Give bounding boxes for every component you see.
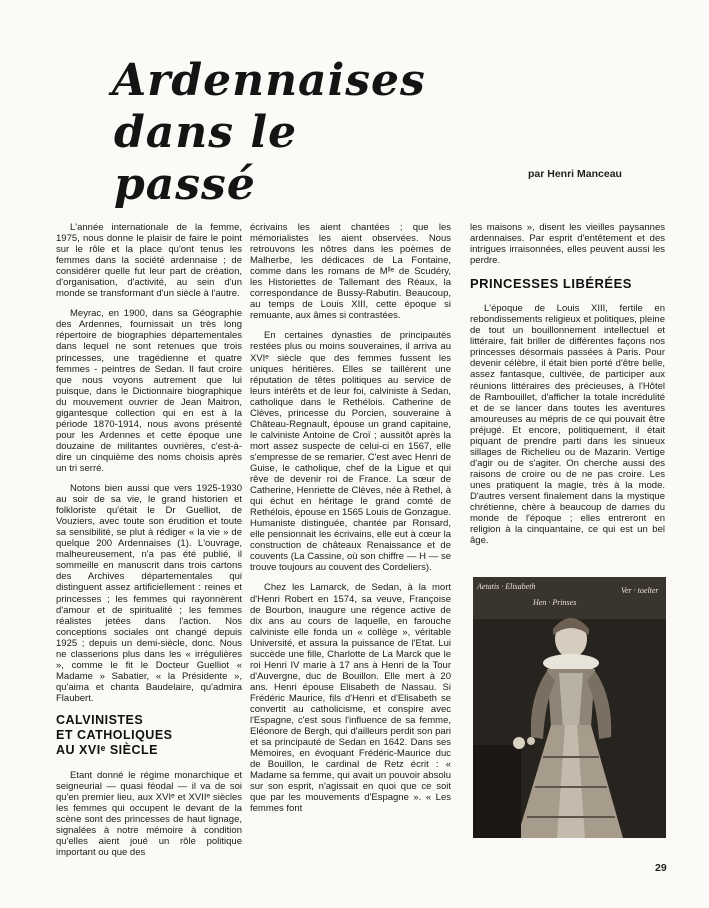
byline: par Henri Manceau bbox=[528, 168, 622, 180]
paragraph: L'année internationale de la femme, 1975, nous donne le plaisir de faire le point sur le rôle et la place qu'ont tenus les femmes dans la société ardennaise ; de considérer quelle fut leur part de création, d'organisation, d'activité, au sein d'un monde se transformant d'un siècle à l'autre. bbox=[56, 222, 242, 300]
column-1 bbox=[56, 222, 242, 867]
paragraph: écrivains les aient chantées ; que les mémorialistes les aient observées. Nous retrouvons les nôtres dans les poèmes de Malherbe, les dédicaces de La Fontaine, comme dans les romans de Mˡˡᵉ de Scudéry, les Historiettes de Tallemant des Réaux, la correspondance de Bussy-Rabutin. Beaucoup, au temps de Louis XIII, cette époque si remuante, aux âmes si contrastées. bbox=[250, 222, 451, 322]
page-number: 29 bbox=[655, 862, 667, 874]
portrait-inscription-left: Aetatis · Elisabeth bbox=[477, 582, 536, 591]
paragraph: Notons bien aussi que vers 1925-1930 au soir de sa vie, le grand historien et folkloriste qu'était le Dr Guelliot, de Vouziers, avec toute son érudition et toute sa sensibilité, se plut à rédiger « la vie » de quelque 200 Ardennaises (1). L'ouvrage, malheureusement, n'a pas été publié, il sommeille en manuscrit dans trois cartons des Archives départementales qui distinguent assez artificiellement : reines et princesses ; les femmes qui rayonnèrent d'amour et de spiritualité ; les femmes réalistes jetées dans l'action. Nos conceptions sociales ont changé depuis 1925 ; depuis un demi-siècle, donc. Nous ne classerions plus dans les « irrégulières », comme le fit le Docteur Guelliot « Madame » Sabatier, « la Présidente », qu'aima et chanta Baudelaire, qu'admira Flaubert. bbox=[56, 483, 242, 704]
paragraph: les maisons », disent les vieilles paysannes ardennaises. Par esprit d'entêtement et des intrigues irraisonnées, elles peuvent aussi les perdre. bbox=[470, 222, 665, 267]
paragraph: Etant donné le régime monarchique et seigneurial — quasi féodal — il va de soi qu'en premier lieu, aux XVIᵉ et XVIIᵉ siècles les femmes qui occupent le devant de la scène sont des princesses de haut lignage, signalées à notre mémoire à condition qu'elles aient joué un rôle politique important ou que des bbox=[56, 769, 242, 859]
portrait-image bbox=[473, 577, 666, 838]
title-line-1: Ardennaises bbox=[112, 55, 426, 106]
section-heading-princesses: PRINCESSES LIBÉRÉES bbox=[470, 276, 632, 292]
title-line-2: dans le passé bbox=[114, 107, 298, 210]
paragraph: Chez les Lamarck, de Sedan, à la mort d'Henri Robert en 1574, sa veuve, Françoise de Bourbon, inaugure une régence active de dix ans au cours de laquelle, en farouche calviniste elle fonda un « collège », véritable Université, et assura la puissance de l'Etat. Lui succède une fille, Charlotte de La Marck que le roi Henri IV marie à 17 ans à Henri de la Tour d'Auvergne, duc de Bouillon. Elle mert à 20 ans. Henri épouse Elisabeth de Nassau. Si Frédéric Maurice, fils d'Henri et d'Elisabeth se convertit au catholicisme, et conspire avec l'Espagne, c'est sous l'influence de sa femme, Eléonore de Bergh, qui d'ailleurs perdit son pari et sa principauté de Sedan en 1642. Dans ses Mémoires, en évoquant Frédéric-Maurice duc de Bouillon, le cardinal de Retz écrit : « Madame sa femme, qui avait un pouvoir absolu sur son esprit, n'agissait en quoi que ce soit que par les mouvements d'Espagne ». « Les femmes font bbox=[250, 582, 451, 815]
column-2 bbox=[250, 222, 451, 823]
column-3 bbox=[470, 222, 665, 555]
paragraph: Meyrac, en 1900, dans sa Géographie des Ardennes, fournissait un très long répertoire de biographies départementales dans lequel ne sont retenues que trois princesses, une tragédienne et quatre femmes - peintres de Sedan. Il faut croire que nous voyons autrement que lui puisque, dans le Dictionnaire biographique du mouvement ouvrier de Jean Maitron, gigantesque collection qui en est à la période 1870-1914, nous avons présenté pour les Ardennes et cette époque une douzaine de militantes ouvrières, c'est-à-dire un cinquième des noms choisis après un tri serré. bbox=[56, 308, 242, 474]
portrait-inscription-right: Ver · toelter bbox=[621, 586, 659, 595]
portrait-inscription-mid: Hen · Prinses bbox=[533, 598, 577, 607]
article-title bbox=[112, 55, 442, 210]
paragraph: En certaines dynasties de principautés restées plus ou moins souveraines, il arriva au XVIᵉ siècle que des femmes fussent les uniques héritières. Elles se taillèrent une réputation de têtes politiques au service de leurs intérêts et de leur foi, calviniste à Sedan, catholique dans le Rethélois. Catherine de Clèves, princesse du Porcien, souveraine à Château-Regnault, épouse un grand capitaine, le calviniste Antoine de Croï ; aussitôt après la mort assez suspecte de celui-ci en 1567, elle s'empresse de se remarier. C'est avec Henri de Guise, le catholique, chef de la Ligue et qui rêve de devenir roi de France. La sœur de Catherine, Henriette de Clèves, née à Rethel, à qui échut en héritage le grand comté de Rethélois, épouse en 1565 Louis de Gonzague. Humaniste distinguée, chantée par Ronsard, elle pensionnait les écrivains, elle eut à cœur la construction de châteaux Renaissance et de couvents (La Cassine, où son chiffre — H — se trouve toujours au couvent des Cordeliers). bbox=[250, 330, 451, 574]
paragraph: L'époque de Louis XIII, fertile en rebondissements religieux et politiques, pleine de tout un bouillonnement intellectuel et littéraire, fait briller de différentes façons nos princesses désormais passées à Paris. Pour devenir célèbre, il était bien porté d'être belle, assez fantasque, cultivée, de participer aux réunions littéraires des précieuses, à l'Hôtel de Rambouillet, d'afficher la totale incrédulité et de se lancer dans toutes les aventures amoureuses au mépris de ce qui pouvait être préjugé. Et encore, politiquement, il était piquant de prendre parti dans les sinueux sillages de Richelieu ou de Mazarin. Vertige d'agir ou de s'agiter. On cherche aussi des raisons de croire ou de ne pas croire. Les unes pratiquent la magie, très à la mode. D'autres versent finalement dans la mystique chrétienne, chère à beaucoup de dames du monde de l'époque ; elles entreront en religion à la cinquantaine, ce qui est un bel âge. bbox=[470, 303, 665, 547]
section-heading-calvinistes: CALVINISTES ET CATHOLIQUES AU XVIᵉ SIÈCLE bbox=[56, 712, 173, 757]
